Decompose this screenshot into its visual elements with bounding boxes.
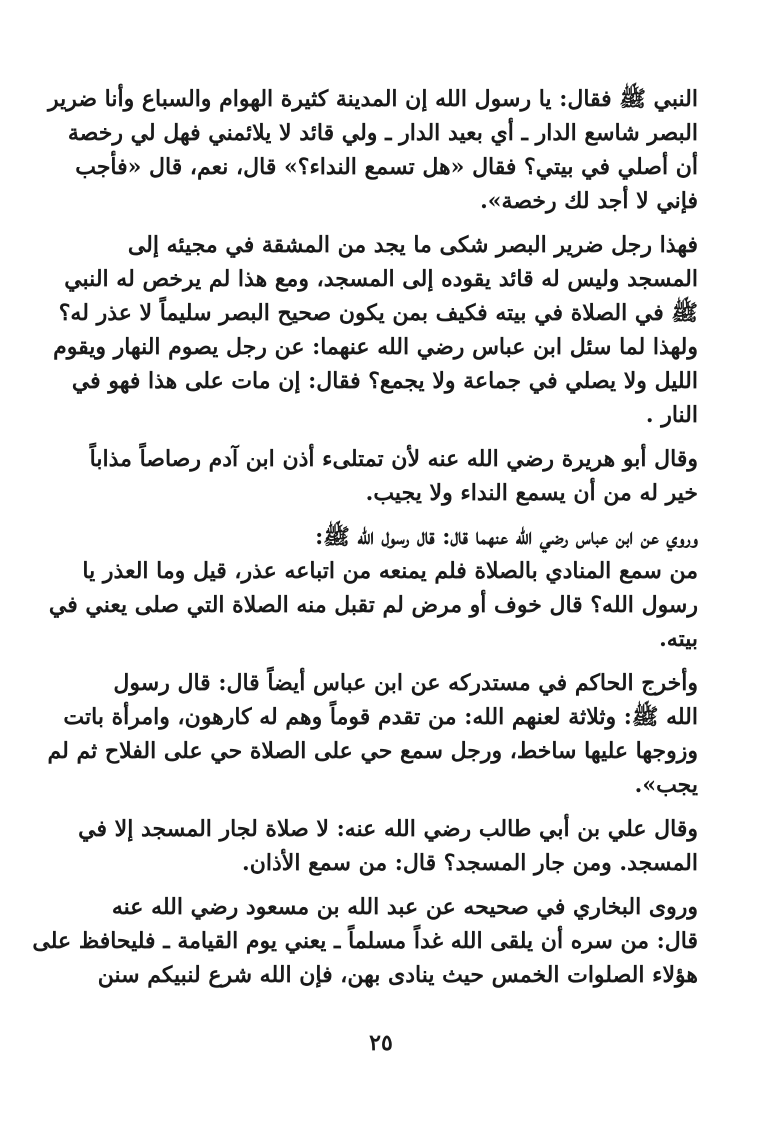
paragraph-4 (48, 520, 698, 656)
text-line: فهذا رجل ضرير البصر شكى ما يجد من المشقة في مجيئه إلى (127, 232, 698, 258)
text-line: وروي عن ابن عباس رضي الله عنهما قال: قال رسول الله ﷺ: (315, 524, 698, 550)
text-line: الليل ولا يصلي في جماعة ولا يجمع؟ فقال: إن مات على هذا فهو في (71, 368, 698, 394)
paragraph-2 (53, 228, 698, 432)
text-line: أن أصلي في بيتي؟ فقال «هل تسمع النداء؟» قال، نعم، قال «فأجب (75, 154, 698, 180)
text-line: ولهذا لما سئل ابن عباس رضي الله عنهما: عن رجل يصوم النهار ويقوم (53, 334, 698, 360)
text-line: الله ﷺ: وثلاثة لعنهم الله: من تقدم قوماً وهم له كارهون، وامرأة باتت (63, 704, 698, 730)
paragraph-1 (47, 82, 698, 218)
text-line: ﷺ في الصلاة في بيته فكيف بمن يكون صحيح البصر سليماً لا عذر له؟ (58, 300, 698, 326)
text-line: بيته. (659, 626, 698, 652)
text-line: من سمع المنادي بالصلاة فلم يمنعه من اتباعه عذر، قيل وما العذر يا (82, 558, 698, 584)
text-line: النبي ﷺ فقال: يا رسول الله إن المدينة كثيرة الهوام والسباع وأنا ضرير (47, 86, 698, 112)
paragraph-3 (89, 442, 698, 510)
text-line: النار . (645, 402, 698, 428)
page-number: ٢٥ (369, 1030, 393, 1056)
text-line: البصر شاسع الدار ـ أي بعيد الدار ـ ولي قائد لا يلائمني فهل لي رخصة (67, 120, 698, 146)
paragraph-7 (32, 890, 698, 992)
text-line: فإني لا أجد لك رخصة». (480, 188, 698, 214)
text-line: وزوجها عليها ساخط، ورجل سمع حي على الصلاة حي على الفلاح ثم لم (47, 738, 698, 764)
text-line: يجب». (634, 772, 698, 798)
text-line: وقال أبو هريرة رضي الله عنه لأن تمتلىء أذن ابن آدم رصاصاً مذاباً (89, 446, 698, 472)
text-line: وأخرج الحاكم في مستدركه عن ابن عباس أيضاً قال: قال رسول (113, 670, 698, 696)
text-line: خير له من أن يسمع النداء ولا يجيب. (365, 480, 698, 506)
paragraph-5 (47, 666, 698, 802)
text-line: وروى البخاري في صحيحه عن عبد الله بن مسعود رضي الله عنه (111, 894, 698, 920)
paragraph-6 (78, 812, 698, 880)
text-line: قال: من سره أن يلقى الله غداً مسلماً ـ يعني يوم القيامة ـ فليحافظ على (32, 928, 698, 954)
body-text (32, 82, 698, 1002)
text-line: المسجد وليس له قائد يقوده إلى المسجد، ومع هذا لم يرخص له النبي (64, 266, 698, 292)
text-line: هؤلاء الصلوات الخمس حيث ينادى بهن، فإن الله شرع لنبيكم سنن (97, 962, 698, 988)
text-line: المسجد. ومن جار المسجد؟ قال: من سمع الأذان. (242, 850, 698, 876)
text-line: وقال علي بن أبي طالب رضي الله عنه: لا صلاة لجار المسجد إلا في (78, 816, 698, 842)
text-line: رسول الله؟ قال خوف أو مرض لم تقبل منه الصلاة التي صلى يعني في (48, 592, 698, 618)
